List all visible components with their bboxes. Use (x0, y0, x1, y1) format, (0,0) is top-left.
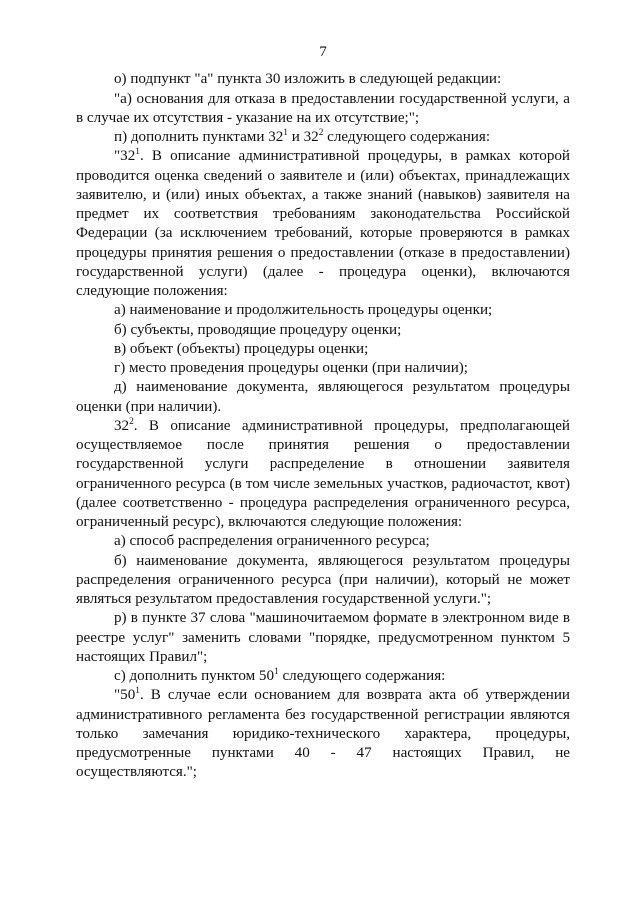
amendment-o: о) подпункт "а" пункта 30 изложить в следующей редакции: (114, 71, 502, 88)
amendment-r: р) в пункте 37 слова "машиночитаемом формате в электронном виде в реестре услуг" заменить словами "порядке, предусмотренном пунктом 5 настоящих Правил"; (76, 610, 570, 665)
list-item-v-1: в) объект (объекты) процедуры оценки; (114, 340, 369, 357)
quote-paragraph-a: "а) основания для отказа в предоставлении государственной услуги, а в случае их отсутствия - указание на их отсутствие;"; (76, 90, 570, 126)
amendment-s: с) дополнить пунктом $50^1$ следующего содержания: (114, 666, 446, 684)
amendment-p: п) дополнить пунктами $32^1$ и $32^2$ следующего содержания: (114, 127, 491, 145)
paragraph-50-1: "$50^1$. В случае если основанием для возврата акта об утверждении административного регламента без государственной регистрации являются только замечания юридико-технического характера, процедуры, предусмотренные пунктами 40 - 47 настоящих Правил, не осуществляются."; (76, 686, 570, 781)
list-item-a-1: а) наименование и продолжительность процедуры оценки; (114, 302, 493, 319)
page-number: 7 (319, 44, 327, 60)
list-item-b-1: б) субъекты, проводящие процедуру оценки; (114, 321, 402, 338)
list-item-d-1: д) наименование документа, являющегося результатом процедуры оценки (при наличии). (76, 379, 570, 415)
paragraph-32-2: $32^2$. В описание административной процедуры, предполагающей осуществляемое после принятия решения о предоставлении государственной услуги распределение в отношении заявителя ограниченного ресурса (в том числе земельных участков, радиочастот, квот) (далее соответственно - процедура распределения ограниченного ресурса, ограниченный ресурс), включаются следующие положения: (76, 416, 570, 530)
paragraph-32-1: "$32^1$. В описание административной процедуры, в рамках которой проводится оценка сведений о заявителе и (или) объектах, принадлежащих заявителю, и (или) иных объектах, а также знаний (навыков) заявителя на предмет их соответствия требованиям законодательства Российской Федерации (за исключением требований, которые проверяются в рамках процедуры принятия решения о предоставлении (отказе в предоставлении) государственной услуги) (далее - процедура оценки), включаются следующие положения: (76, 147, 570, 299)
list-item-g-1: г) место проведения процедуры оценки (при наличии); (114, 360, 469, 376)
list-item-a-2: а) способ распределения ограниченного ресурса; (114, 533, 430, 550)
list-item-b-2: б) наименование документа, являющегося результатом процедуры распределения ограниченного ресурса (при наличии), который не может являться результатом предоставления государственной услуги."; (76, 552, 570, 607)
